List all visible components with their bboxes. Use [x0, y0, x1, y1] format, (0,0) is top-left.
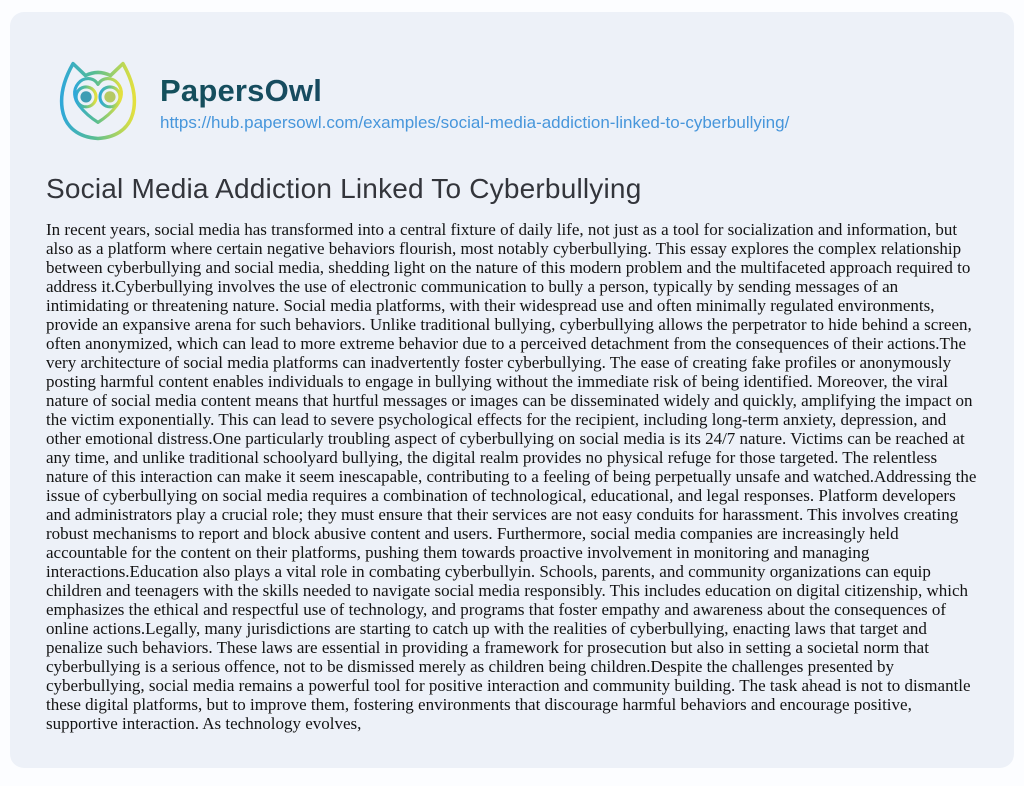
brand-name: PapersOwl — [160, 73, 789, 109]
source-url-link[interactable]: https://hub.papersowl.com/examples/social-media-addiction-linked-to-cyberbullying/ — [160, 112, 790, 132]
site-header — [46, 48, 978, 152]
brand-block — [160, 67, 789, 133]
essay-title: Social Media Addiction Linked To Cyberbullying — [46, 173, 642, 204]
document-card — [10, 12, 1014, 768]
essay-body: In recent years, social media has transformed into a central fixture of daily life, not just as a tool for socialization and information, but also as a platform where certain negative behaviors flourish, most notably cyberbullying. This essay explores the complex relationship between cyberbullying and social media, shedding light on the nature of this modern problem and the multifaceted approach required to address it.Cyberbullying involves the use of electronic communication to bully a person, typically by sending messages of an intimidating or threatening nature. Social media platforms, with their widespread use and often minimally regulated environments, provide an expansive arena for such behaviors. Unlike traditional bullying, cyberbullying allows the perpetrator to hide behind a screen, often anonymized, which can lead to more extreme behavior due to a perceived detachment from the consequences of their actions.The very architecture of social media platforms can inadvertently foster cyberbullying. The ease of creating fake profiles or anonymously posting harmful content enables individuals to engage in bullying without the immediate risk of being identified. Moreover, the viral nature of social media content means that hurtful messages or images can be disseminated widely and quickly, amplifying the impact on the victim exponentially. This can lead to severe psychological effects for the recipient, including long-term anxiety, depression, and other emotional distress.One particularly troubling aspect of cyberbullying on social media is its 24/7 nature. Victims can be reached at any time, and unlike traditional schoolyard bullying, the digital realm provides no physical refuge for those targeted. The relentless nature of this interaction can make it seem inescapable, contributing to a feeling of being perpetually unsafe and watched.Addressing the issue of cyberbullying on social media requires a combination of technological, educational, and legal responses. Platform developers and administrators play a crucial role; they must ensure that their services are not easy conduits for harassment. This involves creating robust mechanisms to report and block abusive content and users. Furthermore, social media companies are increasingly held accountable for the content on their platforms, pushing them towards proactive involvement in monitoring and managing interactions.Education also plays a vital role in combating cyberbullyin. Schools, parents, and community organizations can equip children and teenagers with the skills needed to navigate social media responsibly. This includes education on digital citizenship, which emphasizes the ethical and respectful use of technology, and programs that foster empathy and awareness about the consequences of online actions.Legally, many jurisdictions are starting to catch up with the realities of cyberbullying, enacting laws that target and penalize such behaviors. These laws are essential in providing a framework for prosecution but also in setting a societal norm that cyberbullying is a serious offence, not to be dismissed merely as children being children.Despite the challenges presented by cyberbullying, social media remains a powerful tool for positive interaction and community building. The task ahead is not to dismantle these digital platforms, but to improve them, fostering environments that discourage harmful behaviors and encourage positive, supportive interaction. As technology evolves, — [46, 219, 977, 733]
owl-logo-icon — [46, 48, 150, 152]
